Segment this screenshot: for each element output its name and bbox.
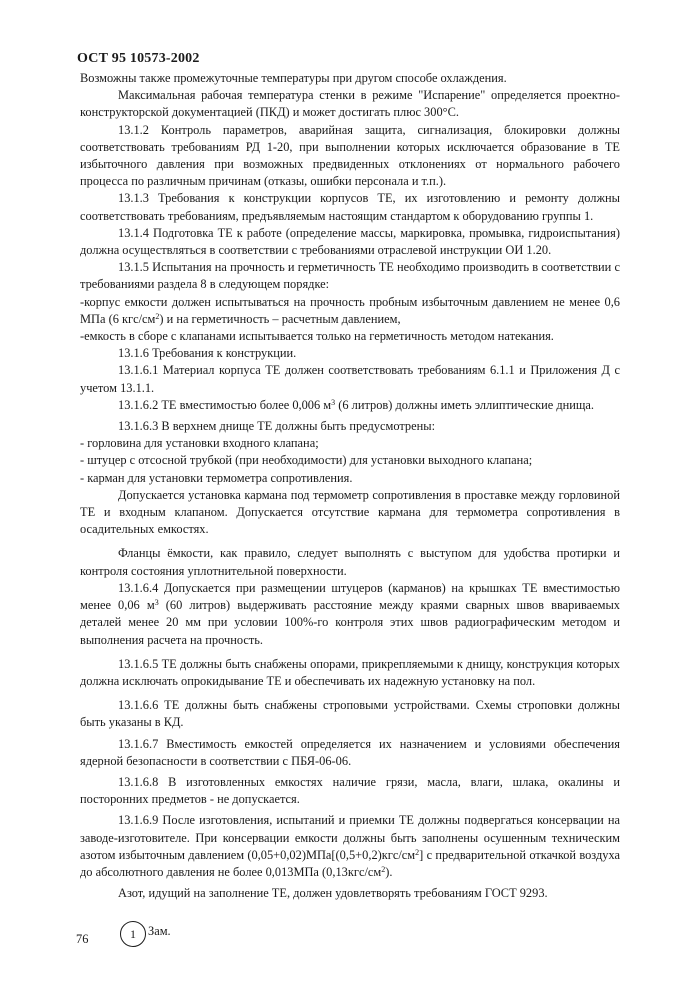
paragraph-13-1-2 (80, 122, 620, 191)
text-span: ] с предварительной откачкой воздуха до абсолютного давления не более 0,013МПа (0,13кгс/см (80, 847, 620, 879)
superscript: 3 (154, 598, 159, 608)
document-body (80, 70, 620, 902)
text-span: (60 литров) выдерживать расстояние между краями сварных швов ввариваемых деталей менее 20 мм при условии 100%-го контроля этих швов радиографическим методом и выполнения расчета на прочность. (80, 598, 620, 647)
text-span: 13.1.6.7 Вместимость емкостей определяется их назначением и условиями обеспечения ядерной безопасности в соответствии с ПБЯ-06-06. (80, 736, 620, 768)
text-span: 13.1.6.1 Материал корпуса ТЕ должен соответствовать требованиям 6.1.1 и Приложения Д с учетом 13.1.1. (80, 363, 620, 395)
text-span: Возможны также промежуточные температуры при другом способе охлаждения. (80, 71, 507, 85)
text-span: 13.1.3 Требования к конструкции корпусов ТЕ, их изготовлению и ремонту должны соответствовать требованиям, предъявляемым настоящим стандартом к оборудованию группы 1. (80, 191, 620, 223)
superscript: 2 (155, 311, 160, 321)
text-span: 13.1.6.8 В изготовленных емкостях наличие грязи, масла, влаги, шлака, окалины и посторонних предметов - не допускается. (80, 774, 620, 807)
text-span: 13.1.6.5 ТЕ должны быть снабжены опорами, прикрепляемыми к днищу, конструкция которых должна исключать опрокидывание ТЕ и обеспечивать их надежную установку на пол. (80, 656, 620, 688)
paragraph-13-1-6-3 (80, 418, 620, 435)
text-span: -корпус емкости должен испытываться на прочность пробным избыточным давлением не менее 0,6 МПа (6 кгс/см (80, 294, 620, 326)
text-span: ). (385, 864, 393, 879)
text-span: ) и на герметичность – расчетным давлением, (159, 311, 401, 326)
superscript: 2 (381, 864, 386, 874)
change-number-circle: 1 (120, 921, 146, 947)
paragraph-13-1-6-2 (80, 397, 620, 414)
text-span: - штуцер с отсосной трубкой (при необходимости) для установки выходного клапана; (80, 453, 533, 468)
text-span: 13.1.6.4 Допускается при размещении штуцеров (карманов) на крышках ТЕ вместимостью менее 0,06 м (80, 580, 620, 613)
paragraph-13-1-3 (80, 190, 620, 224)
change-label: Зам. (148, 924, 171, 938)
text-span: Азот, идущий на заполнение ТЕ, должен удовлетворять требованиям ГОСТ 9293. (118, 886, 548, 901)
text-span: 13.1.6 Требования к конструкции. (118, 346, 297, 361)
paragraph-13-1-6-1 (80, 362, 620, 396)
paragraph-13-1-6-9 (80, 812, 620, 881)
paragraph-13-1-6-6 (80, 697, 620, 731)
list-item-outlet-fitting (80, 452, 620, 469)
paragraph-nitrogen (80, 885, 620, 902)
paragraph-13-1-6-8 (80, 774, 620, 808)
list-item-inlet-neck (80, 435, 620, 452)
text-span: Максимальная рабочая температура стенки в режиме "Испарение" определяется проектно-конструкторской документацией (ПКД) и может достигать плюс 300°С. (80, 88, 620, 120)
list-item-strength-test (80, 294, 620, 328)
text-span: (6 литров) должны иметь эллиптические днища. (335, 397, 595, 412)
text-span: - карман для установки термометра сопротивления. (80, 470, 353, 485)
paragraph-13-1-6-5 (80, 656, 620, 690)
paragraph-13-1-5 (80, 259, 620, 293)
paragraph-cooling (80, 70, 620, 87)
text-span: 13.1.4 Подготовка ТЕ к работе (определение массы, маркировка, промывка, гидроиспытания) должна осуществляться в соответствии с требованиями отраслевой инструкции ОИ 1.20. (80, 225, 620, 258)
text-span: 13.1.6.3 В верхнем днище ТЕ должны быть предусмотрены: (118, 419, 436, 434)
document-code: ОСТ 95 10573-2002 (77, 51, 200, 66)
text-span: - горловина для установки входного клапана; (80, 436, 319, 451)
paragraph-13-1-6 (80, 345, 620, 362)
text-span: -емкость в сборе с клапанами испытывается только на герметичность методом натекания. (80, 329, 554, 344)
paragraph-flanges (80, 545, 620, 579)
text-span: Допускается установка кармана под термометр сопротивления в проставке между горловиной ТЕ и входным клапаном. Допускается отсутствие кармана для термометра сопротивления в осадительных емкостях. (80, 487, 620, 537)
paragraph-pocket-allowance (80, 487, 620, 539)
page-number: 76 (76, 932, 89, 946)
text-span: 13.1.5 Испытания на прочность и герметичность ТЕ необходимо производить в соответствии с требованиями раздела 8 в следующем порядке: (80, 260, 620, 292)
list-item-thermometer-pocket (80, 470, 620, 487)
list-item-leak-test (80, 328, 620, 345)
text-span: Фланцы ёмкости, как правило, следует выполнять с выступом для удобства протирки и контроля состояния уплотнительной поверхности. (80, 546, 620, 578)
superscript: 2 (415, 847, 420, 857)
paragraph-13-1-6-4 (80, 580, 620, 649)
paragraph-13-1-6-7 (80, 736, 620, 770)
text-span: 13.1.2 Контроль параметров, аварийная защита, сигнализация, блокировки должны соответствовать требованиям РД 1-20, при выполнении которых исключается образование в ТЕ избыточного давления при возможных предвиденных отклонениях от нормального рабочего процесса по различным причинам (отказы, ошибки персонала и т.п.). (80, 122, 620, 189)
superscript: 3 (331, 397, 336, 407)
text-span: 13.1.6.9 После изготовления, испытаний и приемки ТЕ должны подвергаться консервации на заводе-изготовителе. При консервации емкости должны быть заполнены осушенным техническим азотом избыточным давлением (0,05+0,02)МПа[(0,5+0,2)кгс/см (80, 813, 620, 862)
page-footer (76, 918, 276, 958)
paragraph-max-temperature (80, 87, 620, 121)
text-span: 13.1.6.2 ТЕ вместимостью более 0,006 м (118, 397, 332, 412)
text-span: 13.1.6.6 ТЕ должны быть снабжены строповыми устройствами. Схемы строповки должны быть указаны в КД. (80, 698, 620, 730)
paragraph-13-1-4 (80, 225, 620, 259)
